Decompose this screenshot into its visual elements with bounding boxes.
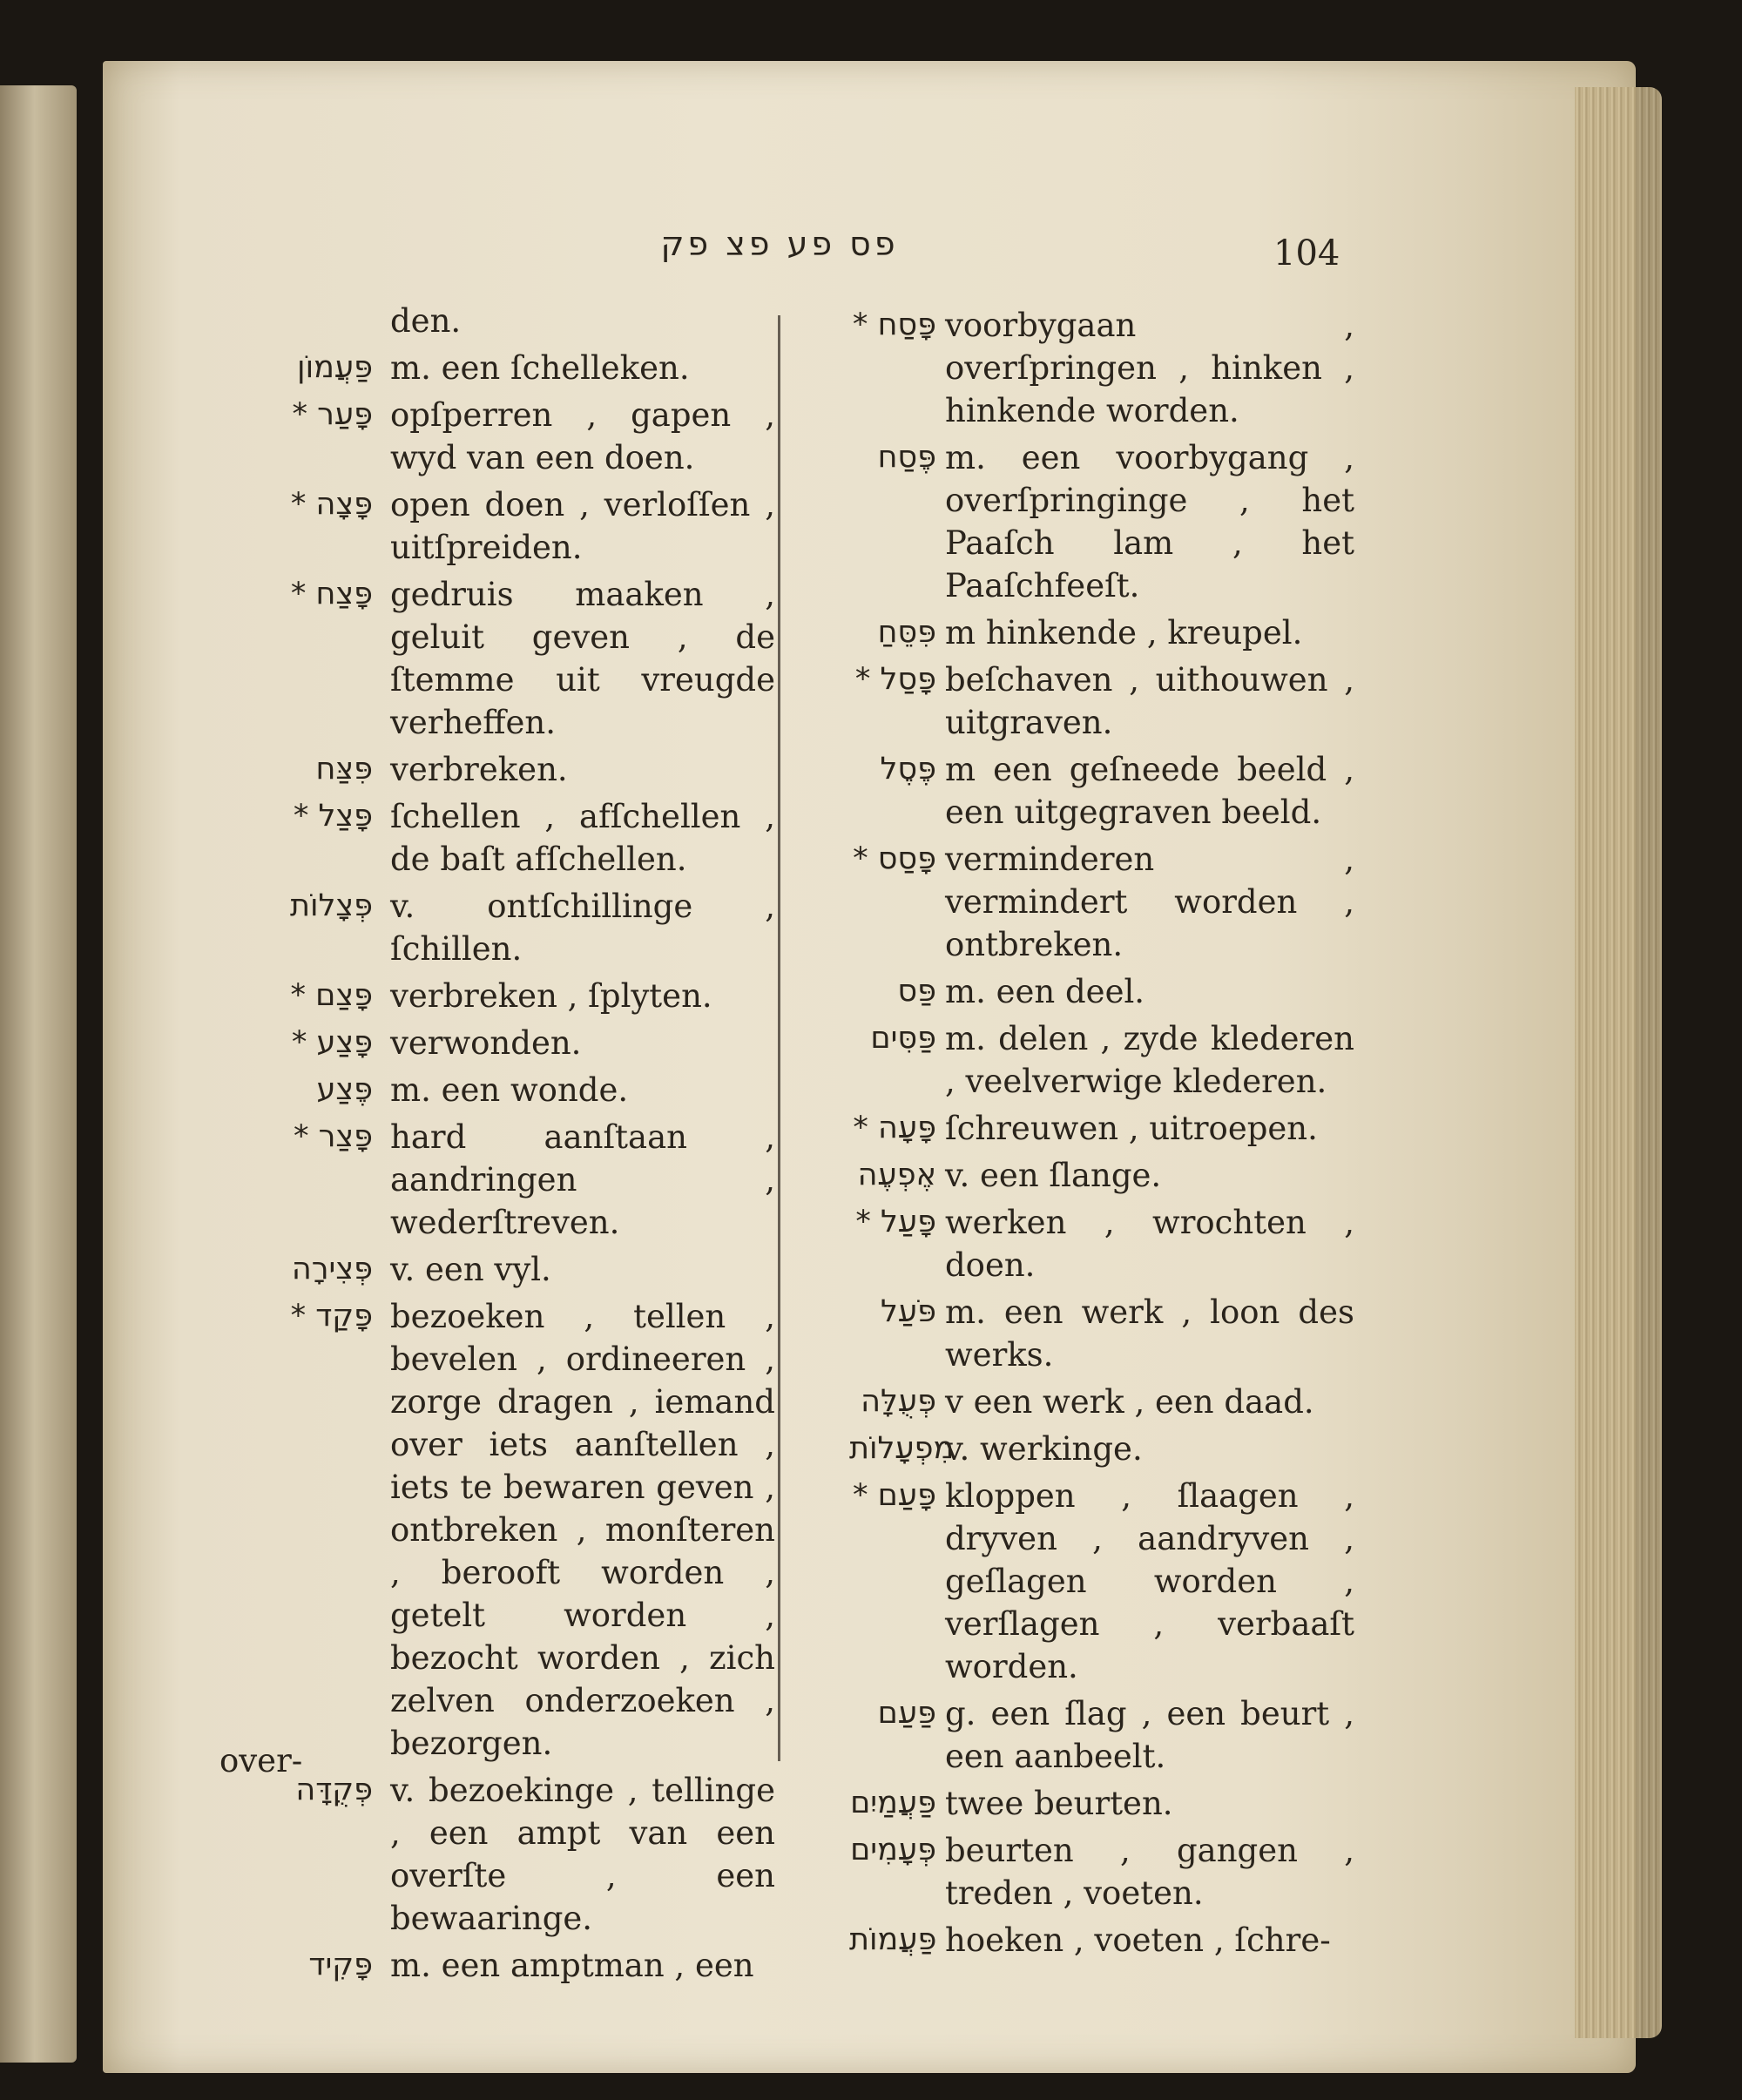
dictionary-entry [858,1291,1354,1376]
headword: * פָּעַל [855,1205,936,1239]
continuation-text: den. [390,302,462,340]
dictionary-entry [253,1248,775,1291]
dictionary-entry [253,394,775,479]
gloss: m. delen , zyde klederen , veelverwige klederen. [945,1020,1354,1100]
headword: פֹּעַל [880,1294,936,1329]
headword: מִפְעָלוֹת [849,1431,955,1466]
headword: * פָּצַל [293,799,373,834]
gloss: ſchreuwen , uitroepen. [945,1110,1318,1147]
dictionary-entry [858,436,1354,607]
dictionary-entry [253,1116,775,1244]
dictionary-entry [253,748,775,791]
headword: * פָּעָה [853,1111,936,1145]
dictionary-entry [858,611,1354,654]
gloss: gedruis maaken , geluit geven , de ſtemme uit vreugde verheffen. [390,576,775,741]
dictionary-entry [858,748,1354,834]
gloss: ſchellen , afſchellen , de baſt afſchellen. [390,798,775,878]
left-column [253,300,775,1987]
dictionary-entry [858,970,1354,1013]
dictionary-entry [852,304,1354,432]
gloss: hard aanſtaan , aandringen , wederſtreven. [390,1118,775,1241]
headword: * פָּסַח [852,307,936,342]
dictionary-entry [858,1017,1354,1103]
dictionary-entry [850,1782,1354,1825]
gloss: m. een amptman , een [390,1947,754,1984]
headword: * פָּצַע [291,1025,373,1060]
catchword: over- [219,1742,303,1779]
headword: פִּסֵּחַ [877,615,936,650]
gloss: v. bezoekinge , tellinge , een ampt van een overſte , een bewaaringe. [390,1772,775,1937]
gloss: g. een ſlag , een beurt , een aanbeelt. [945,1695,1354,1775]
headword: פֶּסֶל [880,752,936,787]
gloss: beurten , gangen , treden , voeten. [945,1832,1354,1912]
headword: * פָּסַל [854,662,936,697]
gloss: verbreken , ſplyten. [390,977,712,1015]
page-fore-edge [1575,87,1662,2038]
gloss: v een werk , een daad. [945,1383,1314,1421]
headword: פְּצָלוֹת [289,888,373,923]
right-entry-list [849,304,1354,1962]
headword: פְּעֻלָּה [861,1384,936,1419]
gloss: m. een deel. [945,973,1145,1010]
dictionary-entry [853,838,1354,966]
dictionary-entry [253,795,775,881]
headword: * פָּצַם [290,978,373,1013]
gloss: open doen , verloſſen , uitſpreiden. [390,486,775,566]
dictionary-entry [253,573,775,744]
gloss: m. een ſchelleken. [390,349,690,387]
dictionary-entry [854,658,1354,744]
headword: פִּצַּח [315,752,373,787]
headword: פֶּסַח [877,440,936,475]
dictionary-entry [858,1692,1354,1778]
gloss: m een geſneede beeld , een uitgegraven beeld. [945,751,1354,831]
left-entry-list [253,347,775,1987]
gloss: opſperren , gapen , wyd van een doen. [390,396,775,476]
gloss: m. een wonde. [390,1071,629,1109]
headword: פַּעֲמוֹת [849,1922,937,1957]
headword: * פָּסַס [853,841,936,876]
headword: פְּקֻדָּה [295,1773,373,1807]
headword: פָּקִיד [308,1948,373,1982]
gloss: verminderen , vermindert worden , ontbreken. [945,841,1354,963]
gloss: m hinkende , kreupel. [945,614,1303,652]
headword: פַּעֲמַיִם [850,1786,936,1820]
headword: פְּצִירָה [291,1252,373,1286]
dictionary-entry [850,1829,1354,1914]
dictionary-entry [849,1428,1354,1470]
dictionary-entry [253,483,775,569]
dictionary-entry [858,1154,1354,1197]
dictionary-entry [853,1475,1354,1688]
gloss: v. een ſlange. [945,1157,1162,1194]
page-number: 104 [1273,233,1340,273]
gloss: kloppen , ſlaagen , dryven , aandryven , geſlagen worden , verſlagen , verbaaſt worden. [945,1477,1354,1685]
dictionary-entry [253,347,775,389]
gloss: verbreken. [390,751,568,788]
dictionary-entry [853,1107,1354,1150]
headword: פַּסִּים [870,1021,936,1056]
gloss: v. ontſchillinge , ſchillen. [390,888,775,968]
right-column [849,300,1354,1962]
headword: * פָּקַד [290,1299,373,1334]
gloss: v. werkinge. [945,1430,1143,1468]
gloss: v. een vyl. [390,1251,551,1288]
headword: * פָּעַר [292,397,373,432]
dictionary-entry [253,1069,775,1111]
dictionary-entry [253,1769,775,1940]
dictionary-entry [855,1201,1354,1286]
headword: פַּעֲמוֹן [297,350,373,385]
headword: * פָּעַם [853,1478,936,1513]
gloss: verwonden. [390,1024,582,1062]
headword: * פָּצָה [290,487,373,522]
dictionary-entry [253,1295,775,1765]
gloss: m. een voorbygang , overſpringinge , het Paaſch lam , het Paaſchfeeſt. [945,439,1354,604]
gloss: beſchaven , uithouwen , uitgraven. [945,661,1354,741]
dictionary-entry [253,975,775,1017]
gloss: werken , wrochten , doen. [945,1204,1354,1284]
headword: * פָּצַח [290,577,373,611]
headword: פַּעַם [877,1696,936,1731]
headword: פֶּצַע [316,1072,373,1107]
facing-page-edge [0,85,77,2063]
gloss: bezoeken , tellen , bevelen , ordineeren , zorge dragen , iemand over iets aanſtellen , iets te bewaren geven , ontbreken , monſteren , berooft worden , getelt worden , bezocht worden , zich zelven onderzoeken , bezorgen. [390,1298,775,1762]
dictionary-entry [253,1944,775,1987]
gloss: hoeken , voeten , ſchre- [945,1921,1331,1959]
dictionary-entry [858,1381,1354,1423]
gloss: twee beurten. [945,1785,1173,1822]
running-head: פס פע פצ פק [660,225,899,263]
gloss: voorbygaan , overſpringen , hinken , hinkende worden. [945,307,1354,429]
headword: פְּעָמִים [850,1833,936,1867]
column-divider [778,315,780,1761]
headword: אֶפְעֶה [857,1158,936,1192]
headword: פַּס [897,974,936,1009]
dictionary-entry [849,1919,1354,1962]
dictionary-entry [253,885,775,970]
gloss: m. een werk , loon des werks. [945,1293,1354,1374]
dictionary-entry [253,1022,775,1064]
headword: * פָּצַר [293,1119,373,1154]
